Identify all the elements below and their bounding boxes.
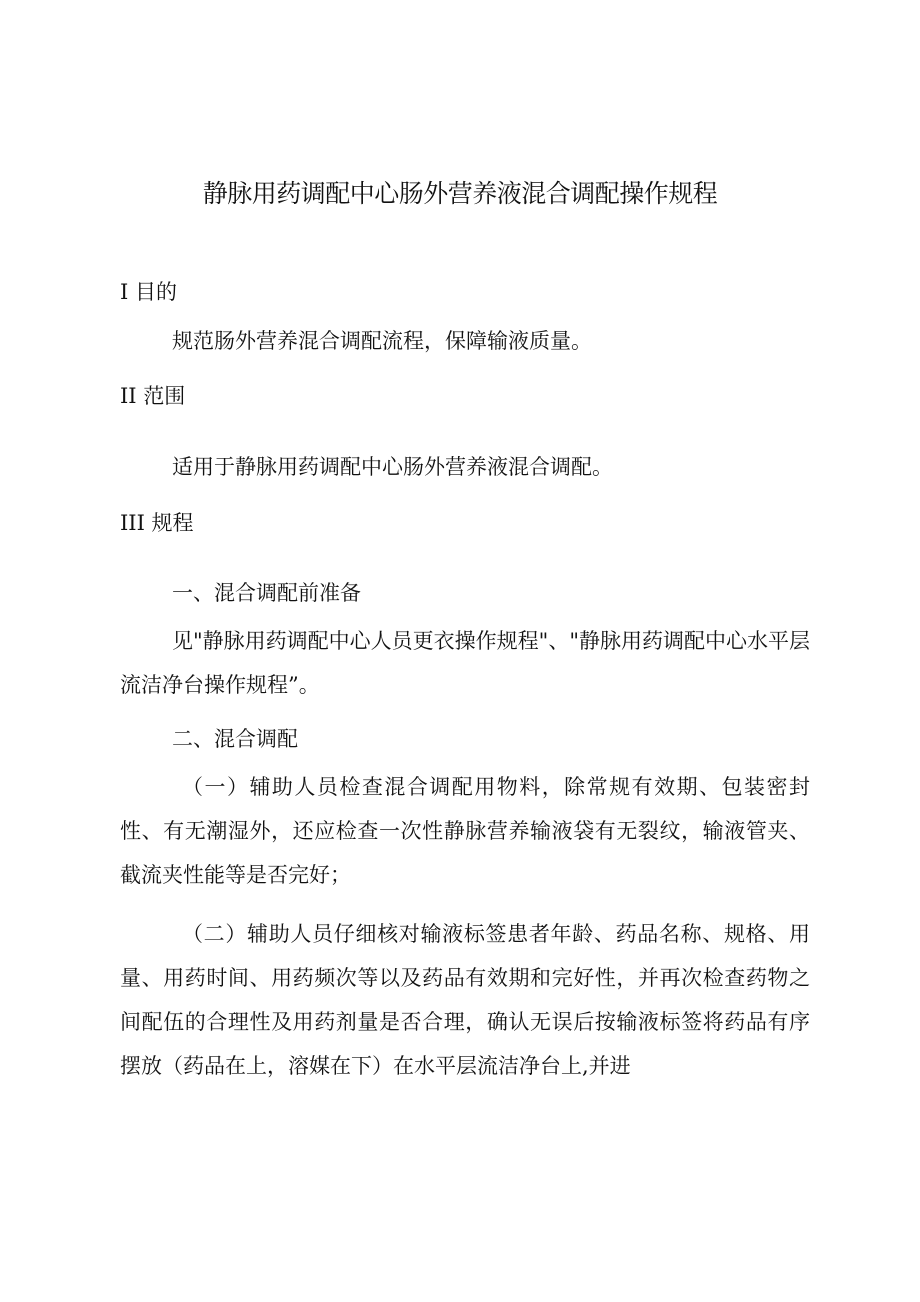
step1-heading: 一、混合调配前准备 bbox=[172, 581, 361, 605]
section-purpose-heading: I 目的 bbox=[120, 280, 177, 304]
section-scope-body: 适用于静脉用药调配中心肠外营养液混合调配。 bbox=[172, 455, 613, 479]
section-purpose-body: 规范肠外营养混合调配流程，保障输液质量。 bbox=[172, 329, 592, 353]
step2-item1: （一）辅助人员检查混合调配用物料，除常规有效期、包装密封性、有无潮湿外，还应检查一次性静脉营养输液袋有无裂纹，输液管夹、截流夹性能等是否完好； bbox=[120, 775, 810, 887]
step2-item2: （二）辅助人员仔细核对输液标签患者年龄、药品名称、规格、用量、用药时间、用药频次等以及药品有效期和完好性，并再次检查药物之间配伍的合理性及用药剂量是否合理，确认无误后按输液标签将药品有序摆放（药品在上，溶媒在下）在水平层流洁净台上,并进 bbox=[120, 922, 810, 1078]
document-title: 静脉用药调配中心肠外营养液混合调配操作规程 bbox=[202, 179, 718, 208]
section-scope-heading: II 范围 bbox=[120, 384, 186, 408]
step2-heading: 二、混合调配 bbox=[172, 727, 298, 751]
step1-body: 见"静脉用药调配中心人员更衣操作规程"、"静脉用药调配中心水平层流洁净台操作规程”。 bbox=[120, 629, 810, 697]
section-procedure-heading: III 规程 bbox=[120, 511, 194, 535]
